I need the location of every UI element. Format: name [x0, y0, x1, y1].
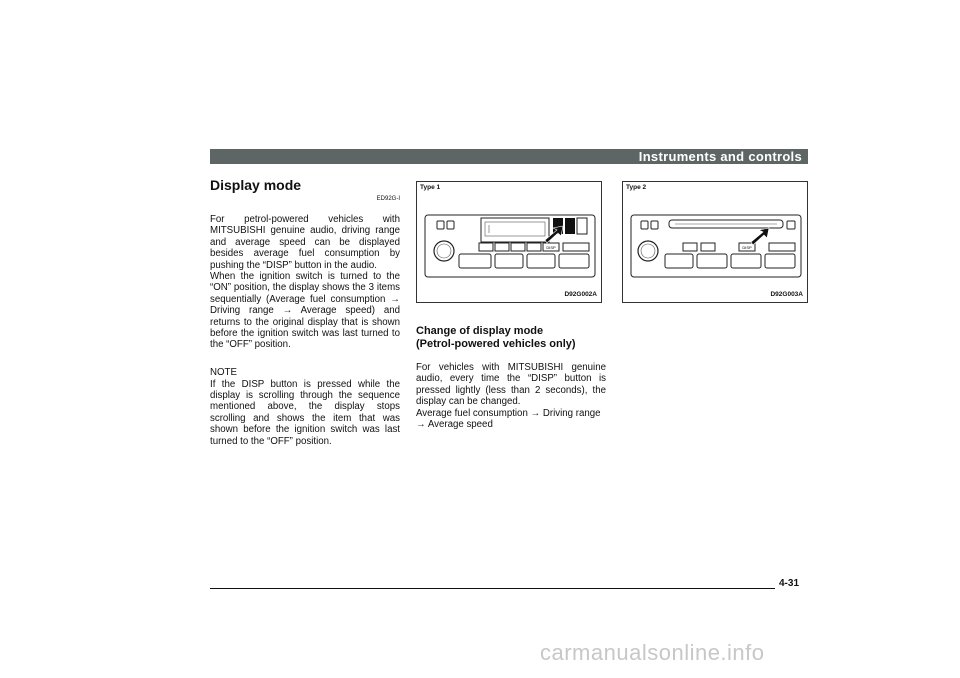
header-bar: [210, 149, 808, 164]
disp-button-label: DISP: [742, 245, 752, 250]
header-title: Instruments and controls: [638, 149, 802, 164]
note-label: NOTE: [210, 367, 237, 378]
watermark: carmanualsonline.info: [540, 640, 765, 665]
figure-code: D92G002A: [564, 291, 597, 298]
figure-type-1: [416, 181, 602, 303]
section-paragraph-2: When the ignition switch is turned to the “ON” position, the display shows the 3 items sequentially (Average fuel consumption → Driving range → Average speed) and returns to the original display that is shown before the ignition switch was last turned to the “OFF” position.: [210, 271, 400, 351]
subsection-title-line-2: (Petrol-powered vehicles only): [416, 337, 576, 350]
audio-unit-type-1-illustration: [423, 210, 597, 280]
section-title: Display mode: [210, 177, 302, 193]
figure-label: Type 1: [420, 184, 441, 191]
page-number: 4-31: [779, 578, 800, 589]
section-paragraph-1: For petrol-powered vehicles with MITSUBISHI genuine audio, driving range and average speed can be displayed besides average fuel consumption by pushing the “DISP” button in the audio.: [210, 214, 400, 271]
audio-unit-type-2-illustration: [629, 210, 803, 280]
note-text: If the DISP button is pressed while the display is scrolling through the sequence mentioned above, the display stops scrolling and shows the item that was shown before the ignition switch was last turned to the “OFF” position.: [210, 378, 400, 447]
subsection-paragraph-1: For vehicles with MITSUBISHI genuine audio, every time the “DISP” button is pressed lightly (less than 2 seconds), the display can be changed.: [416, 362, 606, 408]
footer-rule: [210, 588, 775, 589]
section-code: ED92G-I: [376, 196, 400, 202]
figure-label: Type 2: [626, 184, 647, 191]
subsection-title-line-1: Change of display mode: [416, 325, 544, 337]
disp-button-label: DISP: [546, 245, 556, 250]
subsection-title: [416, 325, 616, 350]
figure-type-2: [622, 181, 808, 303]
figure-code: D92G003A: [770, 291, 803, 298]
subsection-paragraph-2: Average fuel consumption → Driving range → Average speed: [416, 408, 601, 431]
